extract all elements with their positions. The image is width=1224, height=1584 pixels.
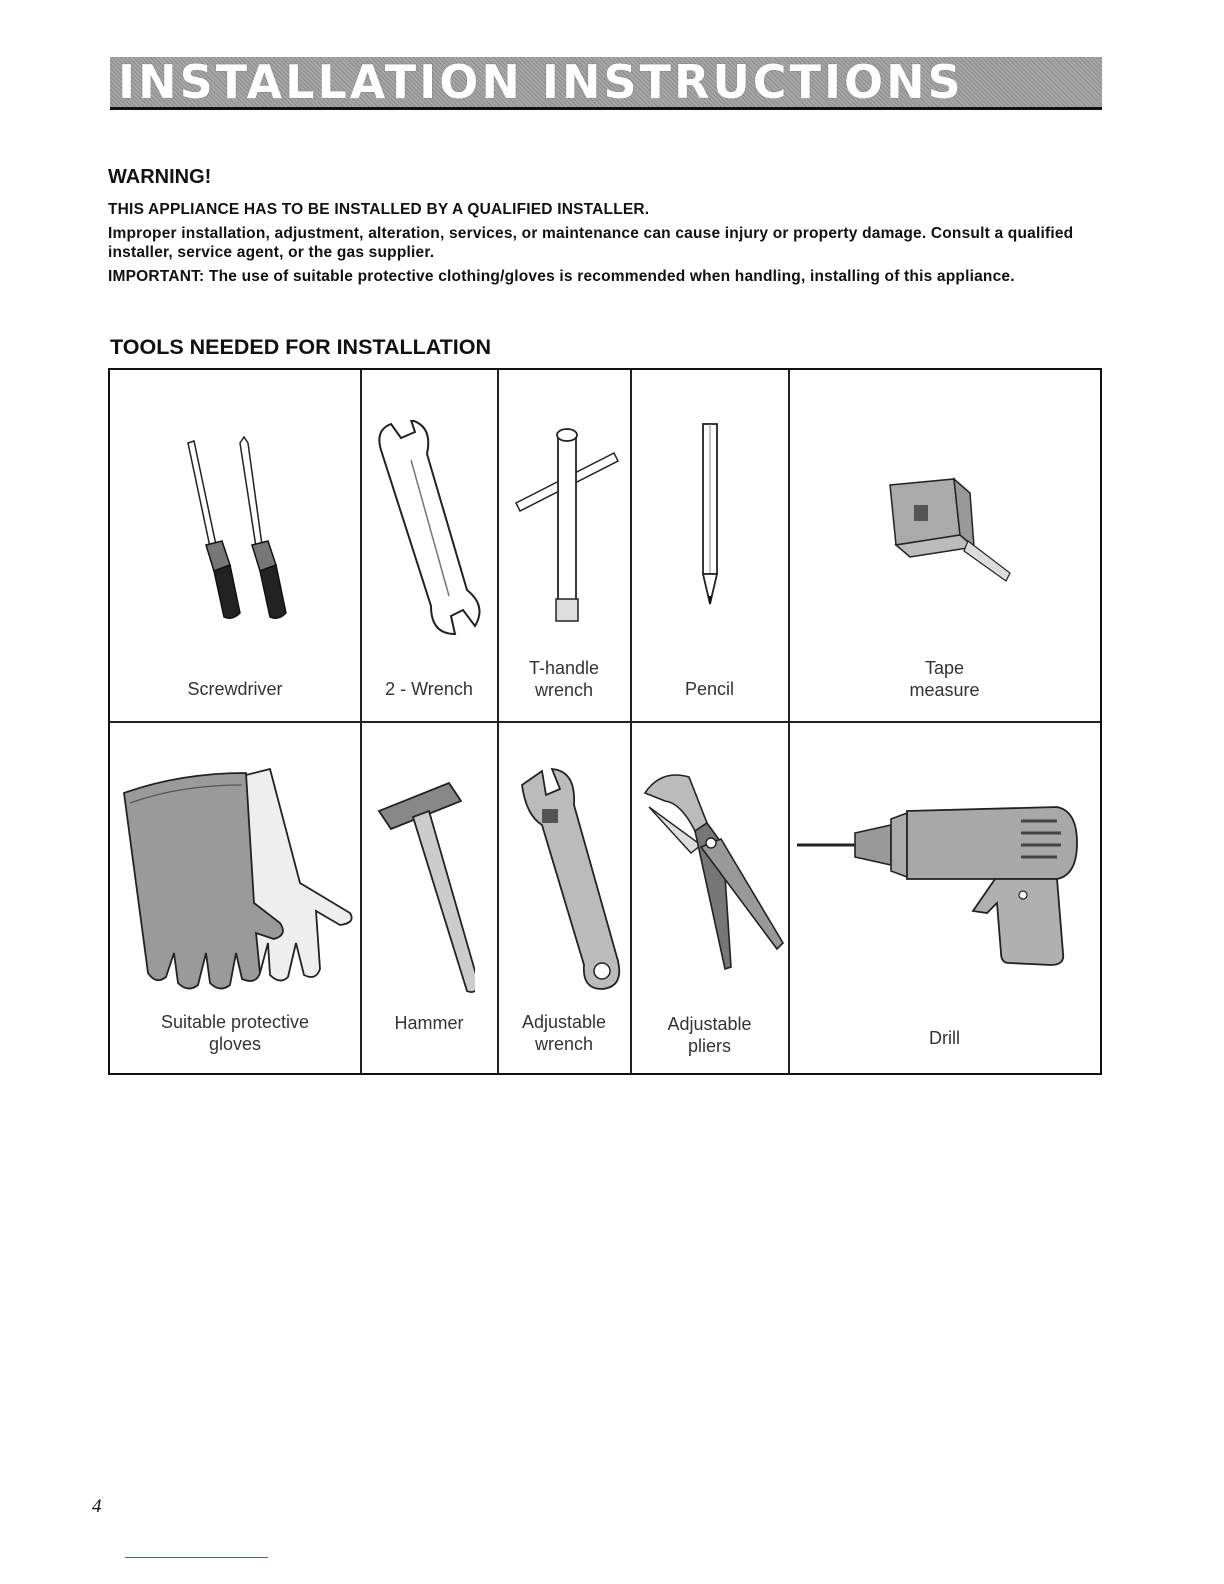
tool-cell-adjustable-wrench xyxy=(498,723,630,1075)
page-number: 4 xyxy=(92,1496,102,1517)
warning-line-improper: Improper installation, adjustment, alteration, services, or maintenance can cause injury or property damage. Consult a qualified installer, service agent, or the gas supplier. xyxy=(108,225,1074,261)
tool-label: Adjustable wrench xyxy=(521,1012,607,1054)
drill-icon xyxy=(795,803,1085,973)
tool-cell-drill xyxy=(789,723,1100,1075)
hammer-icon xyxy=(375,781,475,1001)
page-title: INSTALLATION INSTRUCTIONS xyxy=(118,55,964,109)
title-banner xyxy=(110,57,1102,110)
gloves-icon xyxy=(120,763,355,993)
tool-label: Pencil xyxy=(684,679,735,699)
tool-label: Drill xyxy=(929,1028,960,1048)
tool-cell-hammer xyxy=(361,723,497,1075)
tool-label: Suitable protective gloves xyxy=(160,1012,310,1054)
tool-cell-t-handle-wrench xyxy=(498,370,630,721)
tool-cell-tape-measure xyxy=(789,370,1100,721)
warning-line-important: IMPORTANT: The use of suitable protective clothing/gloves is recommended when handling, installing of this appliance. xyxy=(108,268,1015,285)
tool-label: Screwdriver xyxy=(187,679,283,699)
tool-cell-pencil xyxy=(631,370,788,721)
tool-label: 2 - Wrench xyxy=(385,679,473,699)
tool-cell-screwdriver xyxy=(110,370,360,721)
warning-line-qualified: THIS APPLIANCE HAS TO BE INSTALLED BY A QUALIFIED INSTALLER. xyxy=(108,201,650,218)
t-handle-wrench-icon xyxy=(510,425,620,625)
warning-heading: WARNING! xyxy=(108,166,212,188)
tool-cell-adjustable-pliers xyxy=(631,723,788,1075)
tools-heading: TOOLS NEEDED FOR INSTALLATION xyxy=(110,335,492,359)
pencil-icon xyxy=(695,420,725,610)
tool-label: Adjustable pliers xyxy=(667,1014,752,1056)
adjustable-wrench-icon xyxy=(512,765,622,995)
wrench-icon xyxy=(371,420,487,640)
tool-label: Hammer xyxy=(394,1013,464,1033)
tool-label: Tape measure xyxy=(909,658,980,700)
tool-label: T-handle wrench xyxy=(528,658,600,700)
screwdriver-icon xyxy=(180,435,310,625)
tape-measure-icon xyxy=(884,475,1019,595)
tool-cell-wrench xyxy=(361,370,497,721)
divider xyxy=(125,1557,268,1558)
tool-cell-gloves xyxy=(110,723,360,1075)
tools-table xyxy=(108,368,1102,1075)
pliers-icon xyxy=(641,767,791,987)
